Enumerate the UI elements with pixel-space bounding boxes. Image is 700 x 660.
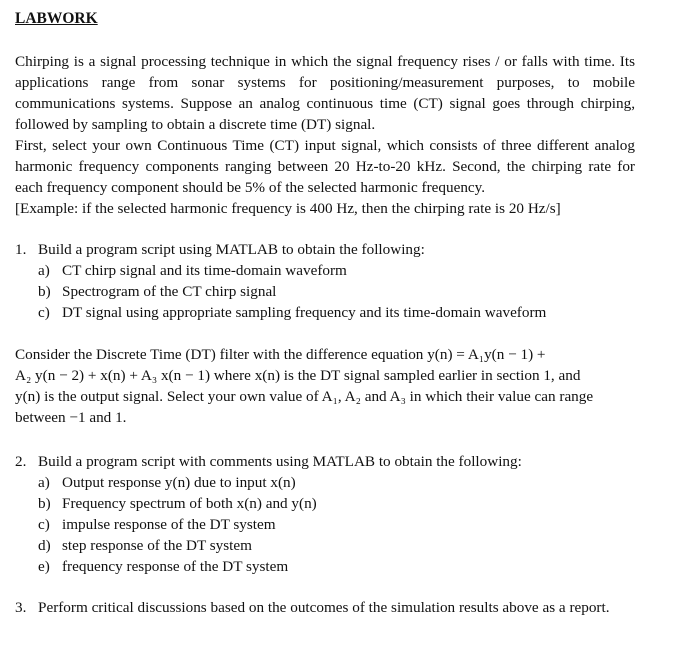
item-text: Frequency spectrum of both x(n) and y(n) <box>62 495 317 512</box>
question-1-items <box>15 260 645 323</box>
list-item <box>38 514 645 535</box>
filter-line-1: Consider the Discrete Time (DT) filter with the difference equation y(n) = A₁y(n − 1) + <box>15 346 546 363</box>
list-item <box>38 493 645 514</box>
item-text: CT chirp signal and its time-domain waveform <box>62 262 347 279</box>
question-3-text: Perform critical discussions based on the outcomes of the simulation results above as a report. <box>38 599 610 616</box>
question-2-number: 2. <box>15 453 27 470</box>
item-text: frequency response of the DT system <box>62 558 289 575</box>
question-3-header <box>15 597 655 618</box>
question-3 <box>15 597 655 618</box>
question-2-text: Build a program script with comments using MATLAB to obtain the following: <box>38 453 522 470</box>
filter-description <box>15 344 632 428</box>
item-letter: b) <box>38 495 51 512</box>
question-2-header <box>15 451 645 472</box>
list-item <box>38 535 645 556</box>
question-2 <box>15 451 645 577</box>
item-text: DT signal using appropriate sampling frequency and its time-domain waveform <box>62 304 547 321</box>
item-text: Spectrogram of the CT chirp signal <box>62 283 277 300</box>
question-3-number: 3. <box>15 599 27 616</box>
page-title: LABWORK <box>15 10 98 27</box>
list-item <box>38 472 645 493</box>
list-item <box>38 302 645 323</box>
question-1-header <box>15 239 645 260</box>
question-1-number: 1. <box>15 241 27 258</box>
item-text: Output response y(n) due to input x(n) <box>62 474 296 491</box>
question-1-text: Build a program script using MATLAB to obtain the following: <box>38 241 425 258</box>
item-letter: d) <box>38 537 51 554</box>
item-letter: a) <box>38 262 50 279</box>
item-letter: e) <box>38 558 50 575</box>
item-text: step response of the DT system <box>62 537 252 554</box>
intro-section <box>15 51 635 219</box>
item-letter: b) <box>38 283 51 300</box>
list-item <box>38 281 645 302</box>
question-1 <box>15 239 645 323</box>
item-letter: a) <box>38 474 50 491</box>
intro-paragraph-1: Chirping is a signal processing technique in which the signal frequency rises / or falls with time. Its applications range from sonar systems for positioning/measurement purposes, to mobile communications systems. Suppose an analog continuous time (CT) signal goes through chirping, followed by sampling to obtain a discrete time (DT) signal. <box>15 53 635 133</box>
filter-line-4: between −1 and 1. <box>15 409 127 426</box>
item-letter: c) <box>38 304 50 321</box>
item-letter: c) <box>38 516 50 533</box>
intro-paragraph-2: First, select your own Continuous Time (CT) input signal, which consists of three different analog harmonic frequency components ranging between 20 Hz-to-20 kHz. Second, the chirping rate for each frequency component should be 5% of the selected harmonic frequency. <box>15 137 635 196</box>
filter-line-3: y(n) is the output signal. Select your own value of A₁, A₂ and A₃ in which their value can range <box>15 388 594 405</box>
list-item <box>38 556 645 577</box>
filter-line-2: A₂ y(n − 2) + x(n) + A₃ x(n − 1) where x(n) is the DT signal sampled earlier in section 1, and <box>15 367 581 384</box>
item-text: impulse response of the DT system <box>62 516 276 533</box>
list-item <box>38 260 645 281</box>
intro-paragraph-3: [Example: if the selected harmonic frequency is 400 Hz, then the chirping rate is 20 Hz/s] <box>15 200 561 217</box>
question-2-items <box>15 472 645 577</box>
